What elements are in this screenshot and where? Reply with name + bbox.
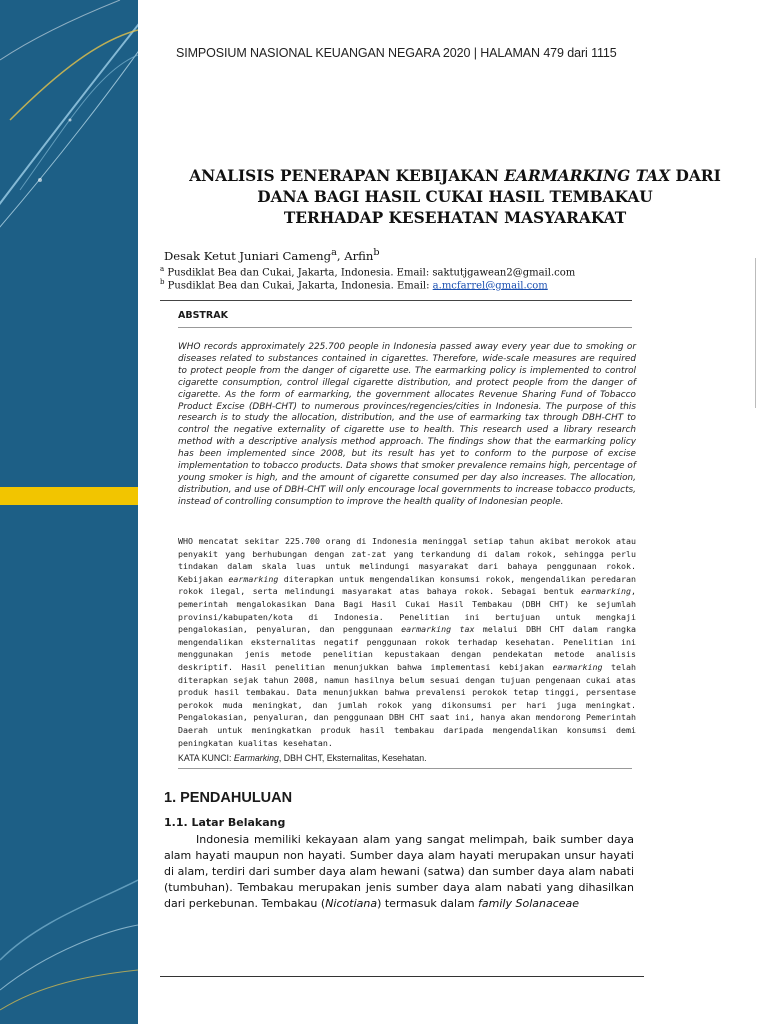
title-line2: DANA BAGI HASIL CUKAI HASIL TEMBAKAU — [257, 188, 653, 206]
divider-top — [160, 300, 632, 301]
affiliation-b-email-link[interactable]: a.mcfarrel@gmail.com — [432, 280, 548, 292]
body-paragraph — [164, 832, 634, 912]
affiliation-a-text: Pusdiklat Bea dan Cukai, Jakarta, Indonesia. Email: — [164, 267, 433, 279]
abstract-id-part2: diterapkan untuk mengendalikan konsumsi rokok, mengendalikan peredaran rokok ilegal, serta melindungi masyarakat atas bahaya rokok. Sebagai bentuk — [178, 573, 637, 597]
author-sep: , — [336, 248, 345, 263]
author-1: Desak Ketut Juniari Cameng — [164, 248, 332, 263]
paper-page — [150, 0, 768, 1024]
affiliation-b — [160, 278, 548, 291]
affiliation-a-sup: a — [160, 265, 165, 273]
abstract-id-part5: telah diterapkan sejak tahun 2008, namun hasilnya belum sesuai dengan tujuan pengenaan cukai atas produk hasil tembakau. Data menunjukkan bahwa prevalensi perokok tetap tinggi, persentase perokok muda meningkat, dan jumlah rokok yang dikonsumsi per hari juga meningkat. Pengalokasian, penyaluran, dan penggunaan DBH CHT saat ini, hanya akan mendorong Pemerintah Daerah untuk meningkatkan produk hasil tembakau daripada mengendalikan konsumsi demi peningkatan kualitas kesehatan. — [178, 661, 636, 748]
abstract-id-em4: earmarking — [552, 661, 603, 672]
abstract-label: ABSTRAK — [178, 310, 228, 321]
sidebar-swirl-graphic — [0, 0, 138, 1024]
affiliation-a-email: saktutjgawean2@gmail.com — [432, 267, 576, 279]
abstract-id-em2: earmarking — [581, 586, 631, 597]
divider-keywords — [178, 768, 632, 769]
author-2-sup: b — [373, 247, 380, 258]
abstract-id-em1: earmarking — [228, 573, 279, 584]
body-em2: family Solanaceae — [478, 897, 580, 910]
keywords-label: KATA KUNCI: — [178, 753, 234, 763]
abstract-indonesian — [178, 535, 636, 749]
title-line1-italic: EARMARKING TAX — [504, 167, 671, 185]
affiliation-a — [160, 265, 575, 278]
footer-rule — [160, 976, 644, 977]
author-list — [164, 247, 380, 263]
body-part2: ) termasuk dalam — [377, 897, 479, 910]
abstract-id-em3: earmarking tax — [401, 624, 475, 635]
body-em1: Nicotiana — [325, 897, 378, 910]
title-line1-a: ANALISIS PENERAPAN KEBIJAKAN — [189, 167, 505, 185]
abstract-id-part3: , pemerintah mengalokasikan Dana Bagi Hasil Cukai Hasil Tembakau (DBH CHT) ke sejumlah provinsi/kabupaten/kota di Indonesia. Penelitian ini bertujuan untuk mengkaji pengalokasian, penyaluran, dan penggunaan — [178, 586, 636, 635]
abstract-id-part4: melalui DBH CHT dalam rangka mengendalikan eksternalitas negatif penggunaan rokok terhadap kesehatan. Penelitian ini menggunakan jenis metode penelitian kepustakaan dengan pendekatan metode analisis deskriptif. Hasil penelitian menunjukkan bahwa implementasi kebijakan — [178, 624, 637, 672]
affiliation-b-text: Pusdiklat Bea dan Cukai, Jakarta, Indonesia. Email: — [164, 280, 433, 292]
author-2: Arfin — [344, 248, 374, 263]
keywords-line — [178, 753, 427, 763]
body-part1: Indonesia memiliki kekayaan alam yang sangat melimpah, baik sumber daya alam hayati maupun non hayati. Sumber daya alam hayati merupakan unsur hayati di alam, terdiri dari sumber daya alam hewani (satwa) dan sumber daya alam nabati (tumbuhan). Tembakau merupakan jenis sumber daya alam nabati yang dihasilkan dari perkebunan. Tembakau ( — [164, 833, 634, 910]
keywords-em: Earmarking — [233, 753, 279, 763]
section-heading-pendahuluan: 1. PENDAHULUAN — [164, 790, 293, 806]
abstract-id-part1: WHO mencatat sekitar 225.700 orang di Indonesia meninggal setiap tahun akibat merokok atau penyakit yang berhubungan dengan zat-zat yang terkandung di dalam rokok, sehingga perlu tindakan dalam skala luas untuk melindungi masyarakat dari bahaya penggunaan rokok. Kebijakan — [178, 536, 636, 584]
yellow-accent-bar — [0, 487, 138, 505]
title-line1-b: DARI — [670, 167, 721, 185]
paper-title — [150, 166, 760, 229]
affiliation-b-sup: b — [160, 278, 165, 286]
divider-abstract — [178, 327, 632, 328]
keywords-rest: , DBH CHT, Eksternalitas, Kesehatan. — [278, 753, 427, 763]
title-line3: TERHADAP KESEHATAN MASYARAKAT — [283, 209, 627, 227]
abstract-english: WHO records approximately 225.700 people in Indonesia passed away every year due to smoking or diseases related to substances contained in cigarettes. Therefore, wide-scale measures are required to protect people from the danger of cigarette use. The earmarking policy is implemented to control cigarette consumption, control illegal cigarette distribution, and protect people from the danger of cigarette. As the form of earmarking, the government allocates Revenue Sharing Fund of Tobacco Product Excise (DBH-CHT) to numerous provinces/regencies/cities in Indonesia. The purpose of this research is to study the allocation, distribution, and the use of earmarking tax through DBH-CHT to control the negative externality of cigarette use to health. This research used a library research method with a descriptive analysis method approach. The findings show that the earmarking policy has been implemented since 2008, but its result has yet to conform to the purpose of excise implementation to tobacco products. Data shows that smoker prevalence remains high, percentage of young smoker is high, and the amount of cigarette consumed per day also increases. The allocation, distribution, and use of DBH-CHT will only encourage local governments to increase tobacco products, instead of controlling consumption to improve the health quality of Indonesian people. — [178, 342, 636, 507]
author-1-sup: a — [331, 247, 337, 258]
decorative-sidebar — [0, 0, 138, 1024]
subsection-heading-latar-belakang: 1.1. Latar Belakang — [164, 816, 286, 829]
running-header: SIMPOSIUM NASIONAL KEUANGAN NEGARA 2020 | HALAMAN 479 dari 1115 — [176, 46, 617, 60]
